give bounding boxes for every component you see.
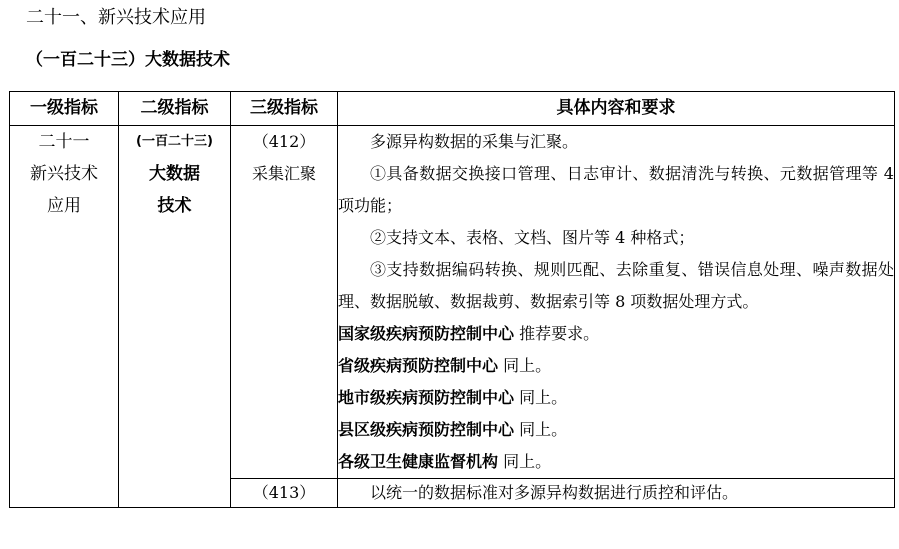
requirement-line — [338, 414, 894, 446]
requirement-text: 推荐要求。 — [519, 324, 600, 343]
level3-cell — [231, 479, 338, 508]
level3-code: （412） — [252, 132, 316, 151]
requirement-level: 县区级疾病预防控制中心 — [338, 420, 515, 439]
level1-line: 新兴技术 — [30, 164, 98, 184]
header-level3: 三级指标 — [231, 92, 338, 126]
content-paragraph: ②支持文本、表格、文档、图片等 4 种格式； — [370, 228, 695, 247]
level2-line: 技术 — [157, 196, 192, 216]
header-level1: 一级指标 — [10, 92, 119, 126]
level2-cell — [119, 126, 231, 508]
chapter-heading: 二十一、新兴技术应用 — [26, 7, 206, 28]
requirement-line — [338, 318, 894, 350]
content-paragraph: ③支持数据编码转换、规则匹配、去除重复、错误信息处理、噪声数据处理、数据脱敏、数据裁剪、数据索引等 8 项数据处理方式。 — [338, 260, 894, 311]
table-header-row — [10, 92, 895, 126]
level2-number: (一百二十三) — [136, 134, 213, 149]
content-cell — [338, 126, 895, 479]
content-paragraph: 以统一的数据标准对多源异构数据进行质控和评估。 — [370, 483, 739, 502]
header-content: 具体内容和要求 — [338, 92, 895, 126]
requirement-level: 各级卫生健康监督机构 — [338, 452, 499, 471]
level1-line: 二十一 — [38, 132, 90, 152]
requirement-text: 同上。 — [519, 388, 568, 407]
indicator-table — [9, 91, 895, 508]
requirement-level: 省级疾病预防控制中心 — [338, 356, 499, 375]
requirement-text: 同上。 — [503, 452, 552, 471]
level3-name: 采集汇聚 — [251, 164, 316, 183]
table-row — [10, 126, 895, 479]
requirement-line — [338, 350, 894, 382]
level3-code: （413） — [252, 483, 316, 502]
content-paragraph: ①具备数据交换接口管理、日志审计、数据清洗与转换、元数据管理等 4 项功能； — [338, 164, 894, 215]
content-paragraph: 多源异构数据的采集与汇聚。 — [370, 132, 579, 151]
requirement-level: 地市级疾病预防控制中心 — [338, 388, 515, 407]
level1-cell — [10, 126, 119, 508]
requirement-line — [338, 382, 894, 414]
requirement-line — [338, 446, 894, 478]
requirement-level: 国家级疾病预防控制中心 — [338, 324, 515, 343]
requirement-text: 同上。 — [503, 356, 552, 375]
level2-line: 大数据 — [149, 164, 200, 184]
header-level2: 二级指标 — [119, 92, 231, 126]
level1-line: 应用 — [47, 196, 81, 216]
requirement-text: 同上。 — [519, 420, 568, 439]
level3-cell — [231, 126, 338, 479]
content-cell — [338, 479, 895, 508]
section-heading: （一百二十三）大数据技术 — [26, 50, 230, 70]
